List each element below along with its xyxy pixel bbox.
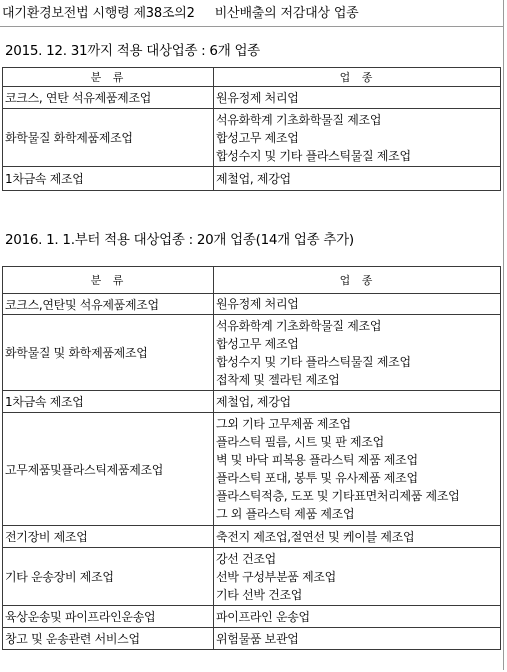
industry-item: 원유정제 처리업 [216, 297, 299, 311]
industry-item: 기타 선박 건조업 [216, 587, 303, 602]
header-category: 분 류 [3, 267, 214, 294]
industry-item: 석유화학계 기초화학물질 제조업 [216, 112, 382, 127]
title-divider [0, 26, 503, 27]
industry-item: 그외 기타 고무제품 제조업 [216, 417, 351, 431]
row-industries [214, 109, 501, 167]
row-industries [214, 628, 501, 650]
industry-item: 파이프라인 운송업 [216, 609, 310, 624]
section2-table [2, 266, 501, 650]
row-category: 화학물질 화학제품제조업 [3, 109, 214, 167]
industry-item: 플라스틱 필름, 시트 및 판 제조업 [216, 435, 384, 449]
table-row [3, 167, 501, 191]
table-header-row [3, 68, 501, 87]
industry-item: 합성수지 및 기타 플라스틱물질 제조업 [216, 354, 411, 369]
table-row [3, 526, 501, 548]
industry-item: 그 외 플라스틱 제품 제조업 [216, 507, 355, 521]
table-row [3, 109, 501, 167]
section2-heading: 2016. 1. 1.부터 적용 대상업종 : 20개 업종(14개 업종 추가) [5, 232, 354, 248]
row-industries [214, 315, 501, 391]
title-subject: 비산배출의 저감대상 업종 [214, 6, 359, 21]
row-category: 전기장비 제조업 [3, 526, 214, 548]
table-row [3, 606, 501, 628]
row-category: 화학물질 및 화학제품제조업 [3, 315, 214, 391]
industry-item: 합성수지 및 기타 플라스틱물질 제조업 [216, 148, 411, 163]
row-category: 코크스,연탄및 석유제품제조업 [3, 294, 214, 315]
industry-item: 석유화학계 기초화학물질 제조업 [216, 318, 382, 333]
table-row [3, 294, 501, 315]
industry-item: 플라스틱적층, 도포 및 기타표면처리제품 제조업 [216, 489, 460, 503]
row-category: 기타 운송장비 제조업 [3, 548, 214, 606]
row-industries [214, 413, 501, 526]
row-industries [214, 548, 501, 606]
table-row [3, 391, 501, 413]
industry-item: 합성고무 제조업 [216, 130, 299, 145]
industry-item: 위험물품 보관업 [216, 631, 299, 646]
industry-item: 축전지 제조업,절연선 및 케이블 제조업 [216, 529, 415, 544]
table-row [3, 628, 501, 650]
industry-item: 선박 구성부분품 제조업 [216, 569, 336, 584]
row-category: 1차금속 제조업 [3, 167, 214, 191]
table-row [3, 413, 501, 526]
industry-item: 제철업, 제강업 [216, 171, 291, 186]
row-industries [214, 294, 501, 315]
industry-item: 제철업, 제강업 [216, 394, 291, 409]
table-row [3, 548, 501, 606]
industry-item: 강선 건조업 [216, 551, 276, 566]
row-industries [214, 167, 501, 191]
row-industries [214, 526, 501, 548]
industry-item: 플라스틱 포대, 봉투 및 유사제품 제조업 [216, 471, 418, 485]
table-header-row [3, 267, 501, 294]
row-industries [214, 87, 501, 109]
row-category: 창고 및 운송관련 서비스업 [3, 628, 214, 650]
header-category: 분 류 [3, 68, 214, 87]
row-category: 1차금속 제조업 [3, 391, 214, 413]
title-law-reference: 대기환경보전법 시행령 제38조의2 [2, 6, 195, 21]
table-row [3, 87, 501, 109]
section1-table [2, 67, 501, 191]
header-industry: 업 종 [214, 267, 501, 294]
industry-item: 합성고무 제조업 [216, 336, 299, 351]
row-category: 육상운송및 파이프라인운송업 [3, 606, 214, 628]
row-industries [214, 391, 501, 413]
row-category: 고무제품및플라스틱제품제조업 [3, 413, 214, 526]
industry-item: 벽 및 바닥 피복용 플라스틱 제품 제조업 [216, 453, 418, 467]
header-industry: 업 종 [214, 68, 501, 87]
table-row [3, 315, 501, 391]
industry-item: 접착제 및 젤라틴 제조업 [216, 372, 340, 387]
section1-heading: 2015. 12. 31까지 적용 대상업종 : 6개 업종 [5, 43, 260, 59]
industry-item: 원유정제 처리업 [216, 90, 299, 105]
row-industries [214, 606, 501, 628]
row-category: 코크스, 연탄 석유제품제조업 [3, 87, 214, 109]
document-title [2, 4, 500, 26]
